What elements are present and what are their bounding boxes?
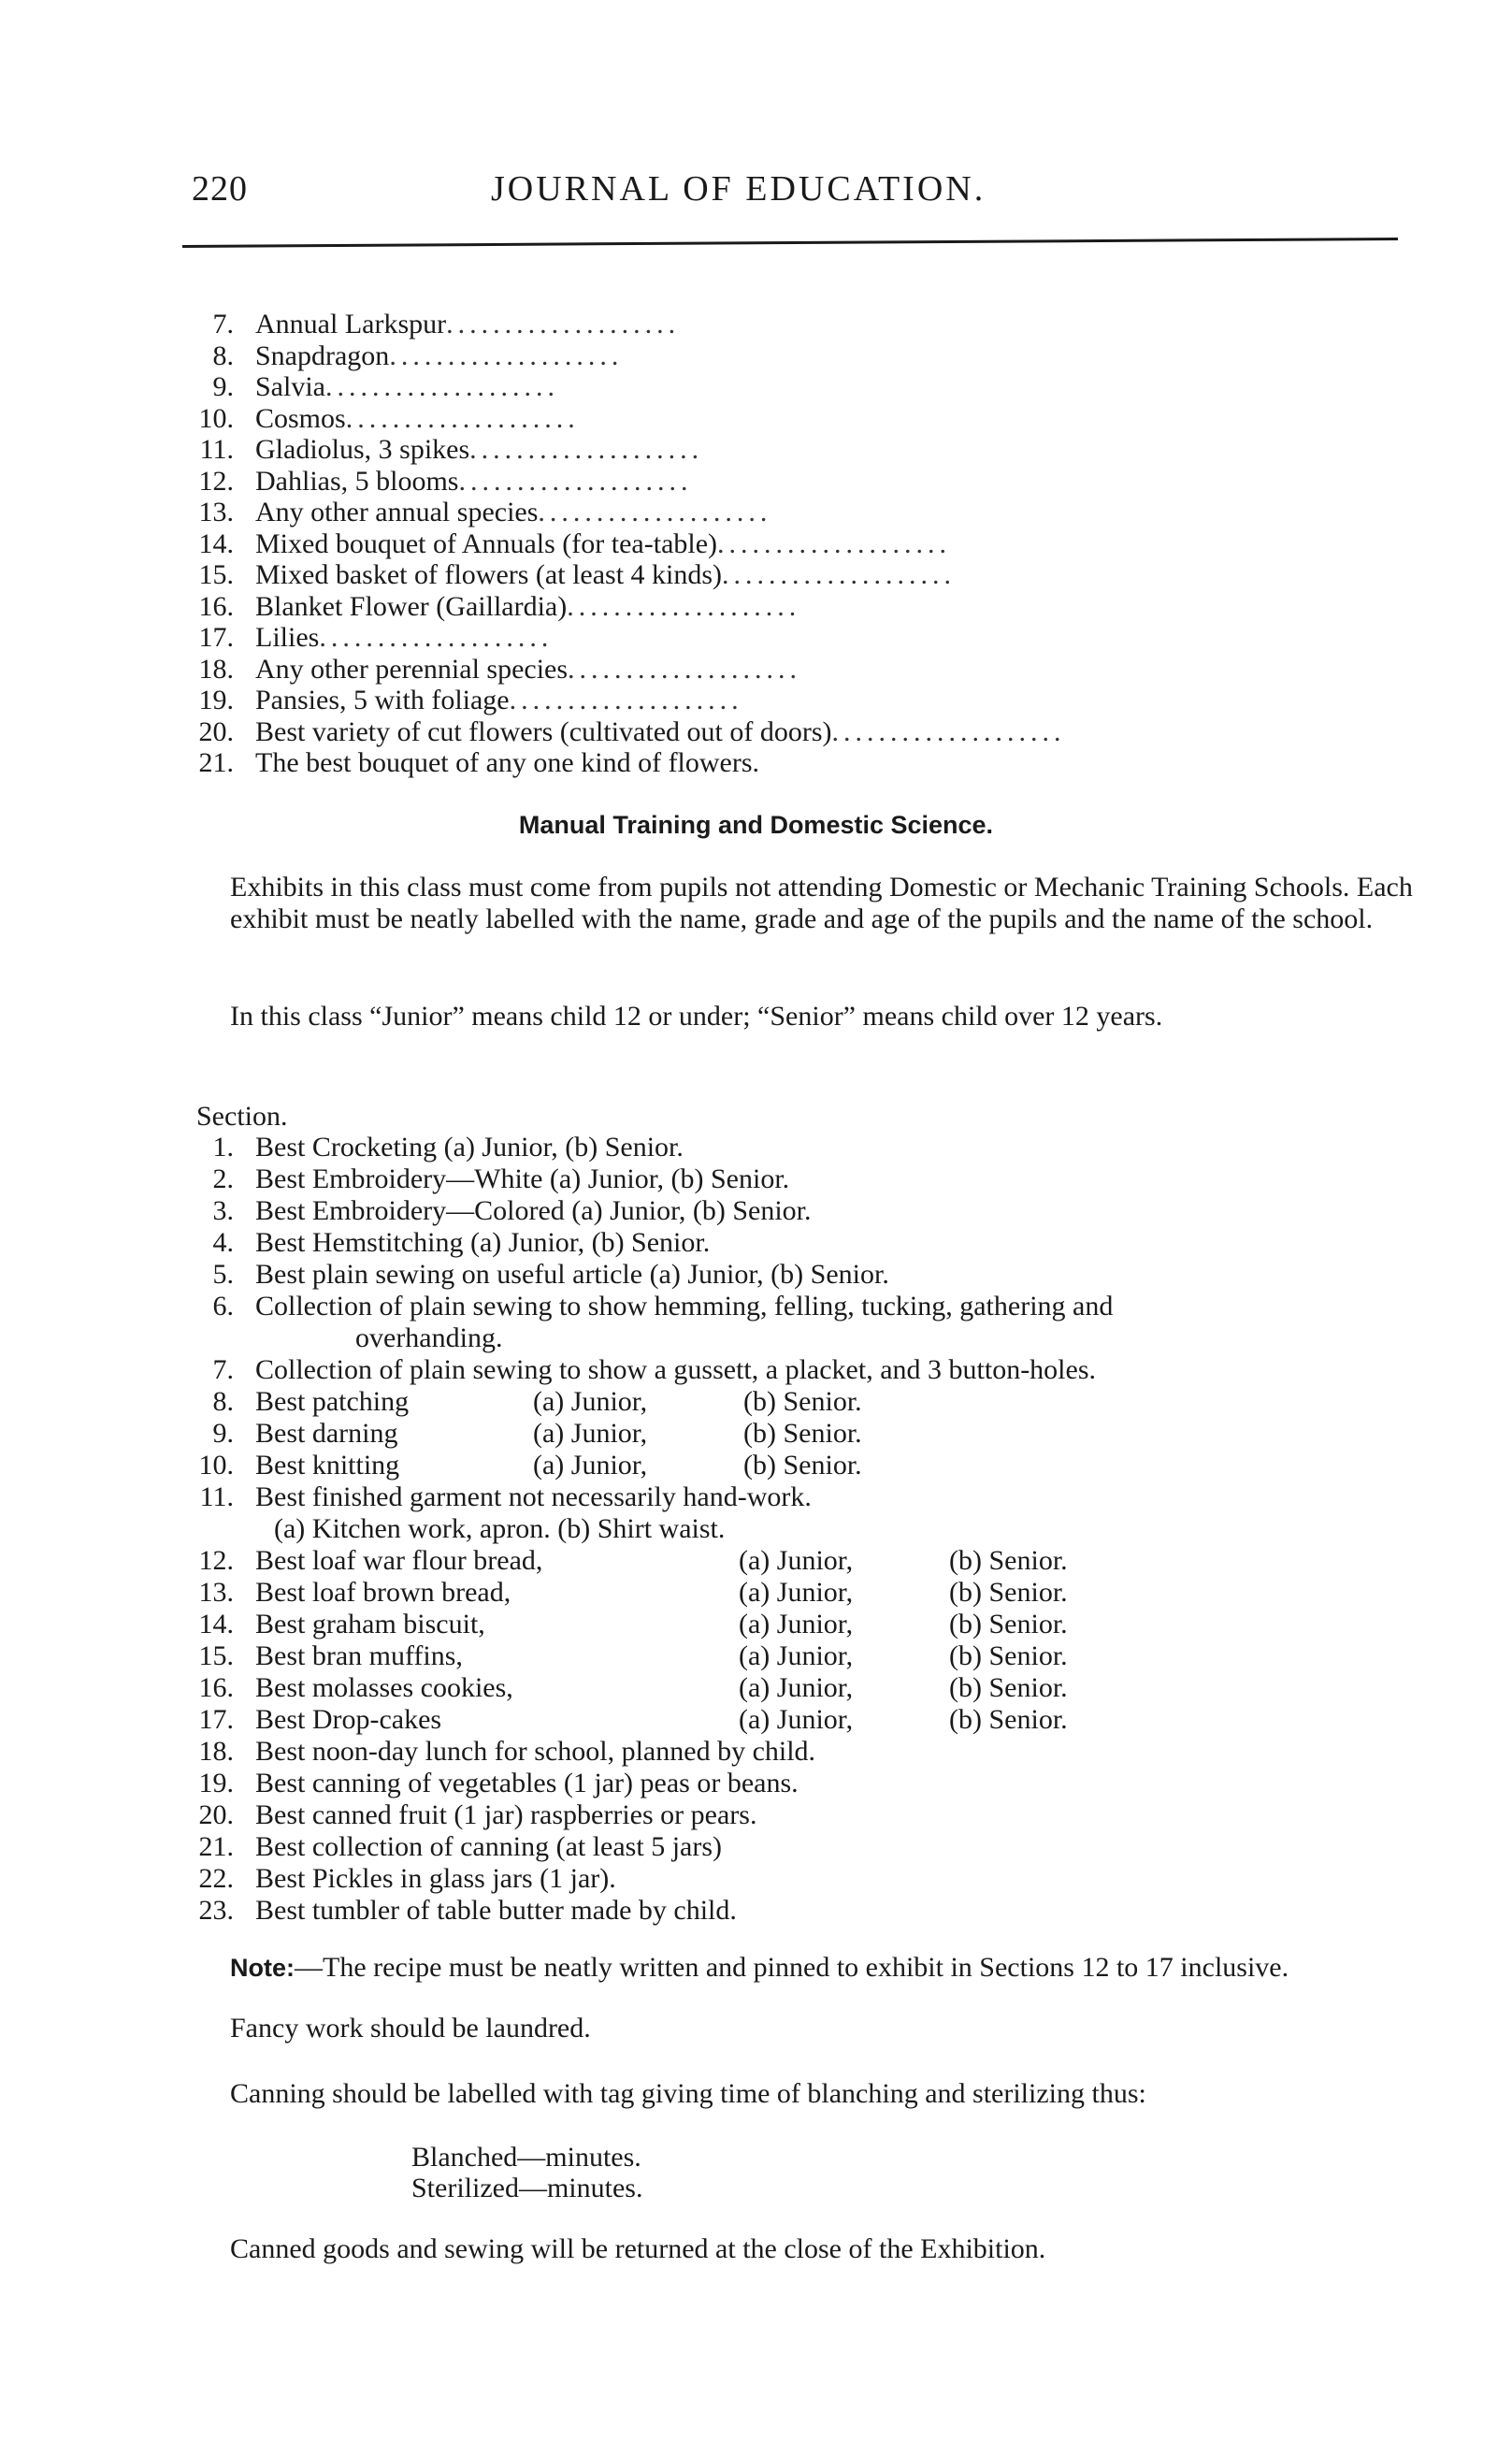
section-number: 19.: [198, 1768, 234, 1798]
running-head: JOURNAL OF EDUCATION.: [491, 169, 986, 209]
leader-dots: ....................: [325, 371, 559, 402]
item-number: 11.: [199, 434, 234, 465]
section-text: Collection of plain sewing to show hemming, felling, tucking, gathering and: [255, 1291, 1114, 1322]
section-text: Best loaf war flour bread,: [255, 1545, 543, 1576]
section-text: Best darning: [255, 1418, 398, 1449]
list-item: [192, 1768, 1113, 1799]
senior-column: (b) Senior.: [743, 1450, 862, 1480]
section-text: Best graham biscuit,: [255, 1609, 485, 1639]
list-item: [192, 747, 1066, 779]
leader-dots: ....................: [458, 465, 693, 497]
section-number: 4.: [212, 1227, 234, 1258]
junior-column: (a) Junior,: [739, 1704, 854, 1735]
section-text: Best plain sewing on useful article (a) Junior, (b) Senior.: [255, 1259, 889, 1290]
list-item: [192, 1132, 1113, 1163]
section-text: Best knitting: [255, 1450, 400, 1480]
item-text: Gladiolus, 3 spikes: [255, 434, 470, 465]
junior-column: (a) Junior,: [739, 1672, 854, 1703]
list-item: [192, 1736, 1113, 1768]
note-paragraph: [194, 1952, 1446, 1984]
list-item: [192, 1195, 1113, 1227]
section-number: 18.: [198, 1736, 234, 1767]
item-text: Blanket Flower (Gaillardia): [255, 590, 568, 622]
item-number: 16.: [198, 590, 234, 622]
section-number: 17.: [198, 1704, 234, 1735]
list-item: [192, 403, 1066, 435]
leader-dots: ....................: [568, 653, 802, 685]
item-number: 15.: [198, 559, 234, 590]
leader-dots: ....................: [538, 497, 772, 527]
section-text: Best canning of vegetables (1 jar) peas or beans.: [255, 1768, 799, 1798]
list-item: [192, 497, 1066, 528]
item-text: Mixed bouquet of Annuals (for tea-table): [255, 527, 718, 559]
list-item: [192, 1227, 1113, 1259]
leader-dots: ....................: [567, 590, 801, 622]
list-item: [192, 622, 1066, 654]
junior-column: (a) Junior,: [533, 1450, 648, 1480]
list-item: [192, 1386, 1113, 1418]
item-number: 7.: [212, 309, 234, 339]
section-label: Section.: [196, 1101, 288, 1132]
item-number: 14.: [198, 527, 234, 559]
section-text: Best noon-day lunch for school, planned by child.: [255, 1736, 816, 1767]
blanched-line: Blanched—minutes.: [411, 2142, 641, 2173]
section-text: Best Embroidery—Colored (a) Junior, (b) Senior.: [255, 1195, 812, 1226]
junior-column: (a) Junior,: [739, 1640, 854, 1671]
item-number: 19.: [198, 685, 234, 715]
leader-dots: ....................: [446, 309, 681, 339]
note-text: —The recipe must be neatly written and pinned to exhibit in Sections 12 to 17 inclusive.: [295, 1952, 1289, 1983]
section-text: Best Drop-cakes: [255, 1704, 442, 1735]
section-text: Best Hemstitching (a) Junior, (b) Senior.: [255, 1227, 711, 1258]
section-text: Best molasses cookies,: [255, 1672, 513, 1703]
sterilized-line: Sterilized—minutes.: [411, 2173, 643, 2203]
junior-column: (a) Junior,: [739, 1545, 854, 1576]
item-number: 10.: [198, 402, 234, 434]
item-number: 17.: [198, 622, 234, 653]
item-text: Lilies: [255, 622, 320, 653]
section-number: 16.: [198, 1672, 234, 1703]
section-number: 21.: [198, 1831, 234, 1862]
senior-column: (b) Senior.: [743, 1418, 862, 1449]
page-header: [192, 168, 1398, 224]
leader-dots: ....................: [831, 715, 1066, 747]
section-number: 6.: [212, 1291, 234, 1322]
item-text: Salvia: [255, 371, 325, 402]
item-text: The best bouquet of any one kind of flowers.: [255, 747, 760, 778]
list-item: [192, 371, 1066, 403]
list-item: [192, 1450, 1113, 1481]
section-number: 7.: [212, 1354, 234, 1385]
item-text: Cosmos: [255, 402, 346, 434]
list-item: [192, 685, 1066, 716]
senior-column: (b) Senior.: [949, 1545, 1068, 1576]
list-item: [192, 1609, 1113, 1640]
list-item: [192, 1799, 1113, 1831]
item-number: 9.: [212, 371, 234, 402]
note-label: Note:: [230, 1954, 295, 1982]
list-item: [192, 1418, 1113, 1450]
list-item: [192, 1481, 1113, 1513]
section-number: 14.: [198, 1609, 234, 1639]
section-text: Best loaf brown bread,: [255, 1577, 511, 1608]
fancy-work-note: Fancy work should be laundred.: [230, 2013, 591, 2044]
section-text: (a) Kitchen work, apron. (b) Shirt waist.: [274, 1513, 726, 1544]
section-number: 9.: [212, 1418, 234, 1449]
leader-dots: ....................: [717, 527, 952, 559]
list-item: [192, 1513, 1113, 1545]
list-item: [192, 309, 1066, 340]
leader-dots: ....................: [469, 434, 704, 465]
item-text: Snapdragon: [255, 339, 390, 371]
item-text: Any other annual species: [255, 497, 539, 527]
item-number: 20.: [198, 715, 234, 747]
section-heading: Manual Training and Domestic Science.: [518, 811, 994, 839]
section-text: Best finished garment not necessarily hand-work.: [255, 1481, 812, 1512]
junior-column: (a) Junior,: [739, 1577, 854, 1608]
section-text: Best canned fruit (1 jar) raspberries or pears.: [255, 1799, 757, 1830]
item-text: Best variety of cut flowers (cultivated out of doors): [255, 715, 832, 747]
section-number: 11.: [199, 1481, 234, 1512]
item-text: Annual Larkspur: [255, 309, 447, 339]
list-item: [192, 1322, 1113, 1354]
section-number: 10.: [198, 1450, 234, 1480]
section-number: 1.: [212, 1132, 234, 1163]
list-item: [192, 1672, 1113, 1704]
junior-column: (a) Junior,: [739, 1609, 854, 1639]
header-rule: [182, 238, 1398, 248]
senior-column: (b) Senior.: [949, 1577, 1068, 1608]
list-item: [192, 340, 1066, 372]
intro-paragraph: Exhibits in this class must come from pupils not attending Domestic or Mechanic Training Schools. Each exhibit must be neatly labelled with the name, grade and age of the pupils and the name of the school.: [230, 872, 1413, 934]
section-text: Best bran muffins,: [255, 1640, 463, 1671]
senior-column: (b) Senior.: [949, 1640, 1068, 1671]
senior-column: (b) Senior.: [743, 1386, 862, 1417]
item-text: Any other perennial species: [255, 653, 569, 685]
item-text: Mixed basket of flowers (at least 4 kinds): [255, 559, 723, 590]
section-text: Best Embroidery—White (a) Junior, (b) Senior.: [255, 1163, 790, 1194]
page-number: 220: [192, 169, 248, 209]
section-text: Collection of plain sewing to show a gussett, a placket, and 3 button-holes.: [255, 1354, 1097, 1385]
list-item: [192, 528, 1066, 560]
section-number: 8.: [212, 1386, 234, 1417]
leader-dots: ....................: [509, 685, 743, 715]
list-item: [192, 1291, 1113, 1322]
senior-column: (b) Senior.: [949, 1609, 1068, 1639]
list-item: [192, 1163, 1113, 1195]
list-item: [192, 1704, 1113, 1736]
list-item: [192, 1577, 1113, 1609]
list-item: [192, 1259, 1113, 1291]
section-text: Best Crocketing (a) Junior, (b) Senior.: [255, 1132, 684, 1163]
list-item: [192, 1545, 1113, 1577]
leader-dots: ....................: [319, 622, 554, 653]
section-number: 3.: [212, 1195, 234, 1226]
section-number: 5.: [212, 1259, 234, 1290]
item-number: 12.: [198, 465, 234, 497]
section-number: 22.: [198, 1863, 234, 1894]
leader-dots: ....................: [722, 559, 957, 590]
item-number: 18.: [198, 653, 234, 685]
flower-list: [192, 309, 1066, 779]
leader-dots: ....................: [389, 339, 624, 371]
list-item: [192, 1831, 1113, 1863]
item-text: Dahlias, 5 blooms: [255, 465, 459, 497]
section-text: Best collection of canning (at least 5 jars): [255, 1831, 722, 1862]
list-item: [192, 716, 1066, 748]
list-item: [192, 434, 1066, 466]
section-text: Best patching: [255, 1386, 410, 1417]
senior-column: (b) Senior.: [949, 1672, 1068, 1703]
list-item: [192, 591, 1066, 623]
list-item: [192, 466, 1066, 498]
section-number: 12.: [198, 1545, 234, 1576]
section-number: 23.: [198, 1895, 234, 1926]
list-item: [192, 1640, 1113, 1672]
section-number: 13.: [198, 1577, 234, 1608]
section-text: Best tumbler of table butter made by child.: [255, 1895, 737, 1926]
list-item: [192, 1895, 1113, 1927]
item-number: 8.: [212, 339, 234, 371]
list-item: [192, 654, 1066, 686]
senior-column: (b) Senior.: [949, 1704, 1068, 1735]
section-number: 15.: [198, 1640, 234, 1671]
section-text: Best Pickles in glass jars (1 jar).: [255, 1863, 616, 1894]
section-number: 2.: [212, 1163, 234, 1194]
list-item: [192, 1354, 1113, 1386]
list-item: [192, 559, 1066, 591]
returned-paragraph: Canned goods and sewing will be returned at the close of the Exhibition.: [230, 2233, 1046, 2264]
sections-list: [192, 1132, 1113, 1927]
item-number: 21.: [198, 747, 234, 778]
junior-column: (a) Junior,: [533, 1418, 648, 1449]
item-number: 13.: [198, 497, 234, 527]
list-item: [192, 1863, 1113, 1895]
junior-senior-paragraph: In this class “Junior” means child 12 or under; “Senior” means child over 12 years.: [230, 1001, 1163, 1032]
item-text: Pansies, 5 with foliage: [255, 685, 510, 715]
section-number: 20.: [198, 1799, 234, 1830]
section-text: overhanding.: [355, 1322, 503, 1353]
leader-dots: ....................: [345, 402, 580, 434]
junior-column: (a) Junior,: [533, 1386, 648, 1417]
canning-label-paragraph: Canning should be labelled with tag giving time of blanching and sterilizing thus:: [230, 2078, 1146, 2109]
